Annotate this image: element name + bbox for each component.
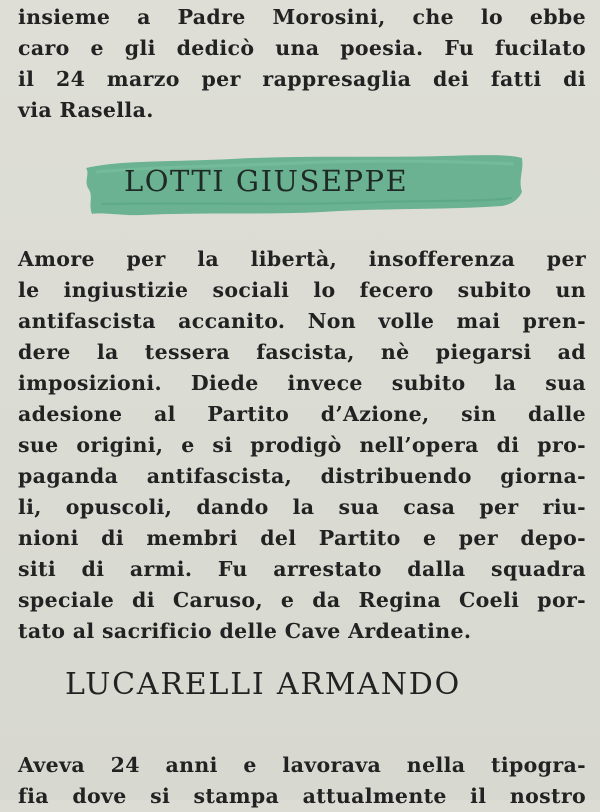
text-line: speciale di Caruso, e da Regina Coeli por- [18, 588, 586, 612]
text-line: paganda antifascista, distribuendo giorna- [18, 464, 586, 488]
biography-paragraph-lucarelli [18, 750, 586, 812]
section-heading-lotti-giuseppe: LOTTI GIUSEPPE [124, 164, 409, 198]
text-line: dere la tessera fascista, nè piegarsi ad [18, 340, 586, 364]
text-line: siti di armi. Fu arrestato dalla squadra [18, 557, 586, 581]
text-line: antifascista accanito. Non volle mai pren- [18, 309, 586, 333]
text-line: tato al sacrificio delle Cave Ardeatine. [18, 619, 472, 643]
section-heading-lucarelli-armando: LUCARELLI ARMANDO [65, 667, 462, 702]
text-line: nioni di membri del Partito e per depo- [18, 526, 586, 550]
text-line: sue origini, e si prodigò nell’opera di pro- [18, 433, 586, 457]
text-line: Aveva 24 anni e lavorava nella tipogra- [18, 753, 586, 777]
biography-paragraph-lotti [18, 244, 586, 647]
text-line: via Rasella. [18, 98, 154, 122]
previous-entry-paragraph [18, 2, 586, 126]
text-line: le ingiustizie sociali lo fecero subito un [18, 278, 586, 302]
text-line: Amore per la libertà, insofferenza per [18, 247, 586, 271]
text-line: li, opuscoli, dando la sua casa per riu- [18, 495, 586, 519]
text-line: adesione al Partito d’Azione, sin dalle [18, 402, 586, 426]
text-line: insieme a Padre Morosini, che lo ebbe [18, 5, 586, 29]
text-line: imposizioni. Diede invece subito la sua [18, 371, 586, 395]
text-line: il 24 marzo per rappresaglia dei fatti di [18, 67, 586, 91]
text-line: fia dove si stampa attualmente il nostro [18, 784, 586, 808]
text-line: caro e gli dedicò una poesia. Fu fucilato [18, 36, 586, 60]
